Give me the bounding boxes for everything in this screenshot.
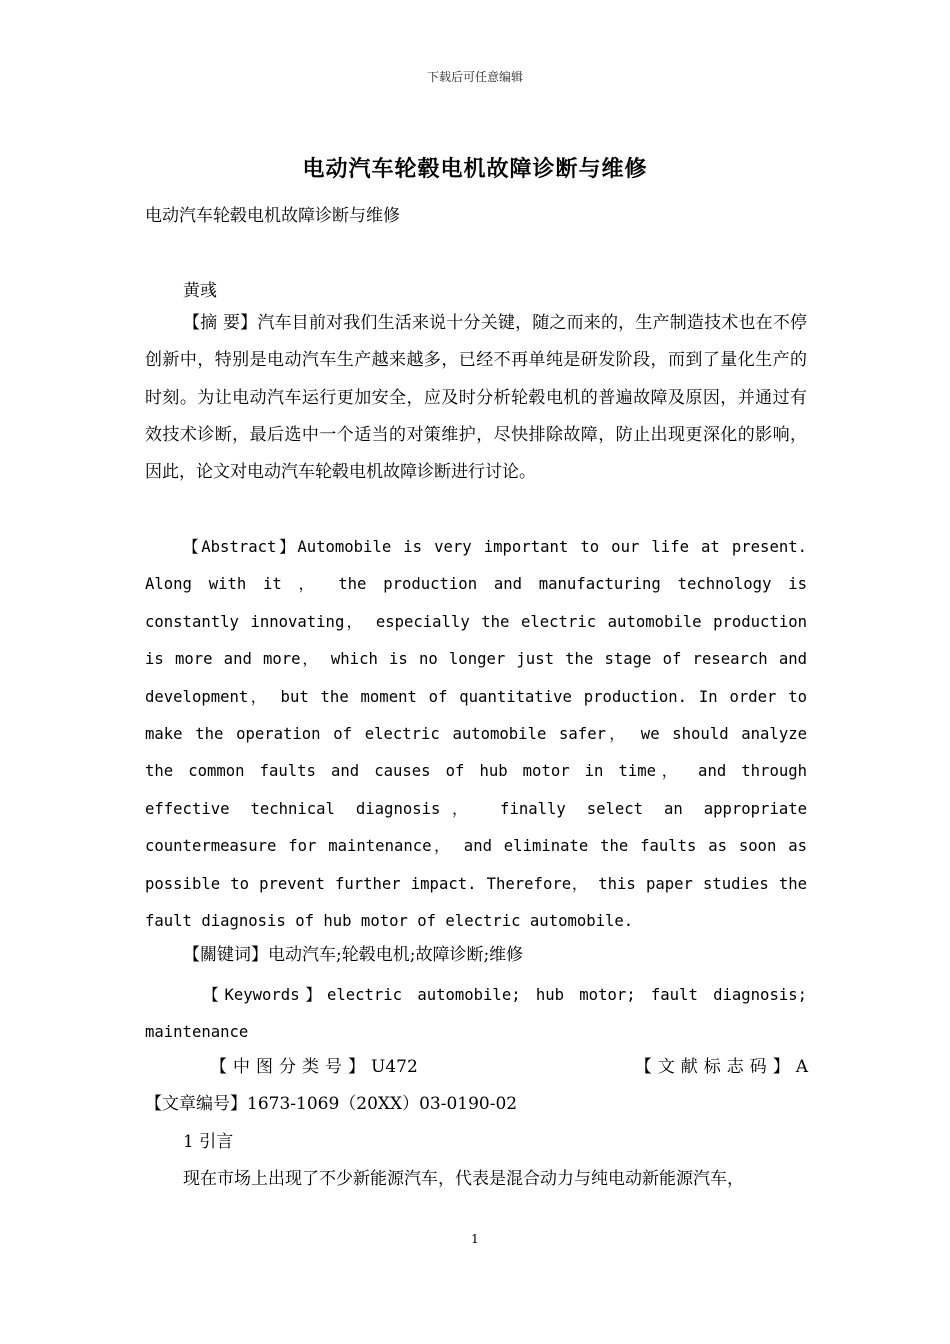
document-code-value: A bbox=[795, 1057, 808, 1077]
classification-number bbox=[210, 1052, 418, 1077]
english-keywords: 【Keywords】electric automobile; hub motor; fault diagnosis; maintenance bbox=[145, 986, 807, 1042]
document-code bbox=[635, 1052, 808, 1077]
chinese-abstract: 【摘 要】汽车目前对我们生活来说十分关键，随之而来的，生产制造技术也在不停创新中，特别是电动汽车生产越来越多，已经不再单纯是研发阶段，而到了量化生产的时刻。为让电动汽车运行更加安全，应及时分析轮毂电机的普遍故障及原因，并通过有效技术诊断，最后选中一个适当的对策维护，尽快排除故障，防止出现更深化的影响，因此，论文对电动汽车轮毂电机故障诊断进行讨论。 bbox=[145, 313, 807, 483]
document-title: 电动汽车轮毂电机故障诊断与维修 bbox=[302, 156, 648, 182]
page-header: 下载后可任意编辑 bbox=[426, 70, 523, 84]
page-number: 1 bbox=[471, 1232, 479, 1246]
english-abstract: 【Abstract】Automobile is very important to our life at present. Along with it ， the production and manufacturing technology is constantly innovating， especially the electric automobile production is more and more， which is no longer just the stage of research and development， but the moment of quantitative production. In order to make the operation of electric automobile safer， we should analyze the common faults and causes of hub motor in time， and through effective technical diagnosis， finally select an appropriate countermeasure for maintenance， and eliminate the faults as soon as possible to prevent further impact. Therefore， this paper studies the fault diagnosis of hub motor of electric automobile. bbox=[145, 538, 807, 931]
chinese-keywords: 【關键词】电动汽车;轮毂电机;故障诊断;维修 bbox=[183, 945, 524, 965]
author-name: 黄彧 bbox=[183, 281, 217, 301]
classification-label: 【中图分类号】 bbox=[210, 1057, 371, 1077]
document-subtitle: 电动汽车轮毂电机故障诊断与维修 bbox=[145, 206, 400, 226]
body-paragraph: 现在市场上出现了不少新能源汽车，代表是混合动力与纯电动新能源汽车， bbox=[183, 1169, 744, 1189]
classification-value: U472 bbox=[371, 1057, 418, 1077]
article-number: 【文章编号】1673-1069（20XX）03-0190-02 bbox=[145, 1094, 518, 1114]
document-code-label: 【文献标志码】 bbox=[634, 1057, 796, 1077]
section-heading: 1 引言 bbox=[183, 1132, 234, 1152]
